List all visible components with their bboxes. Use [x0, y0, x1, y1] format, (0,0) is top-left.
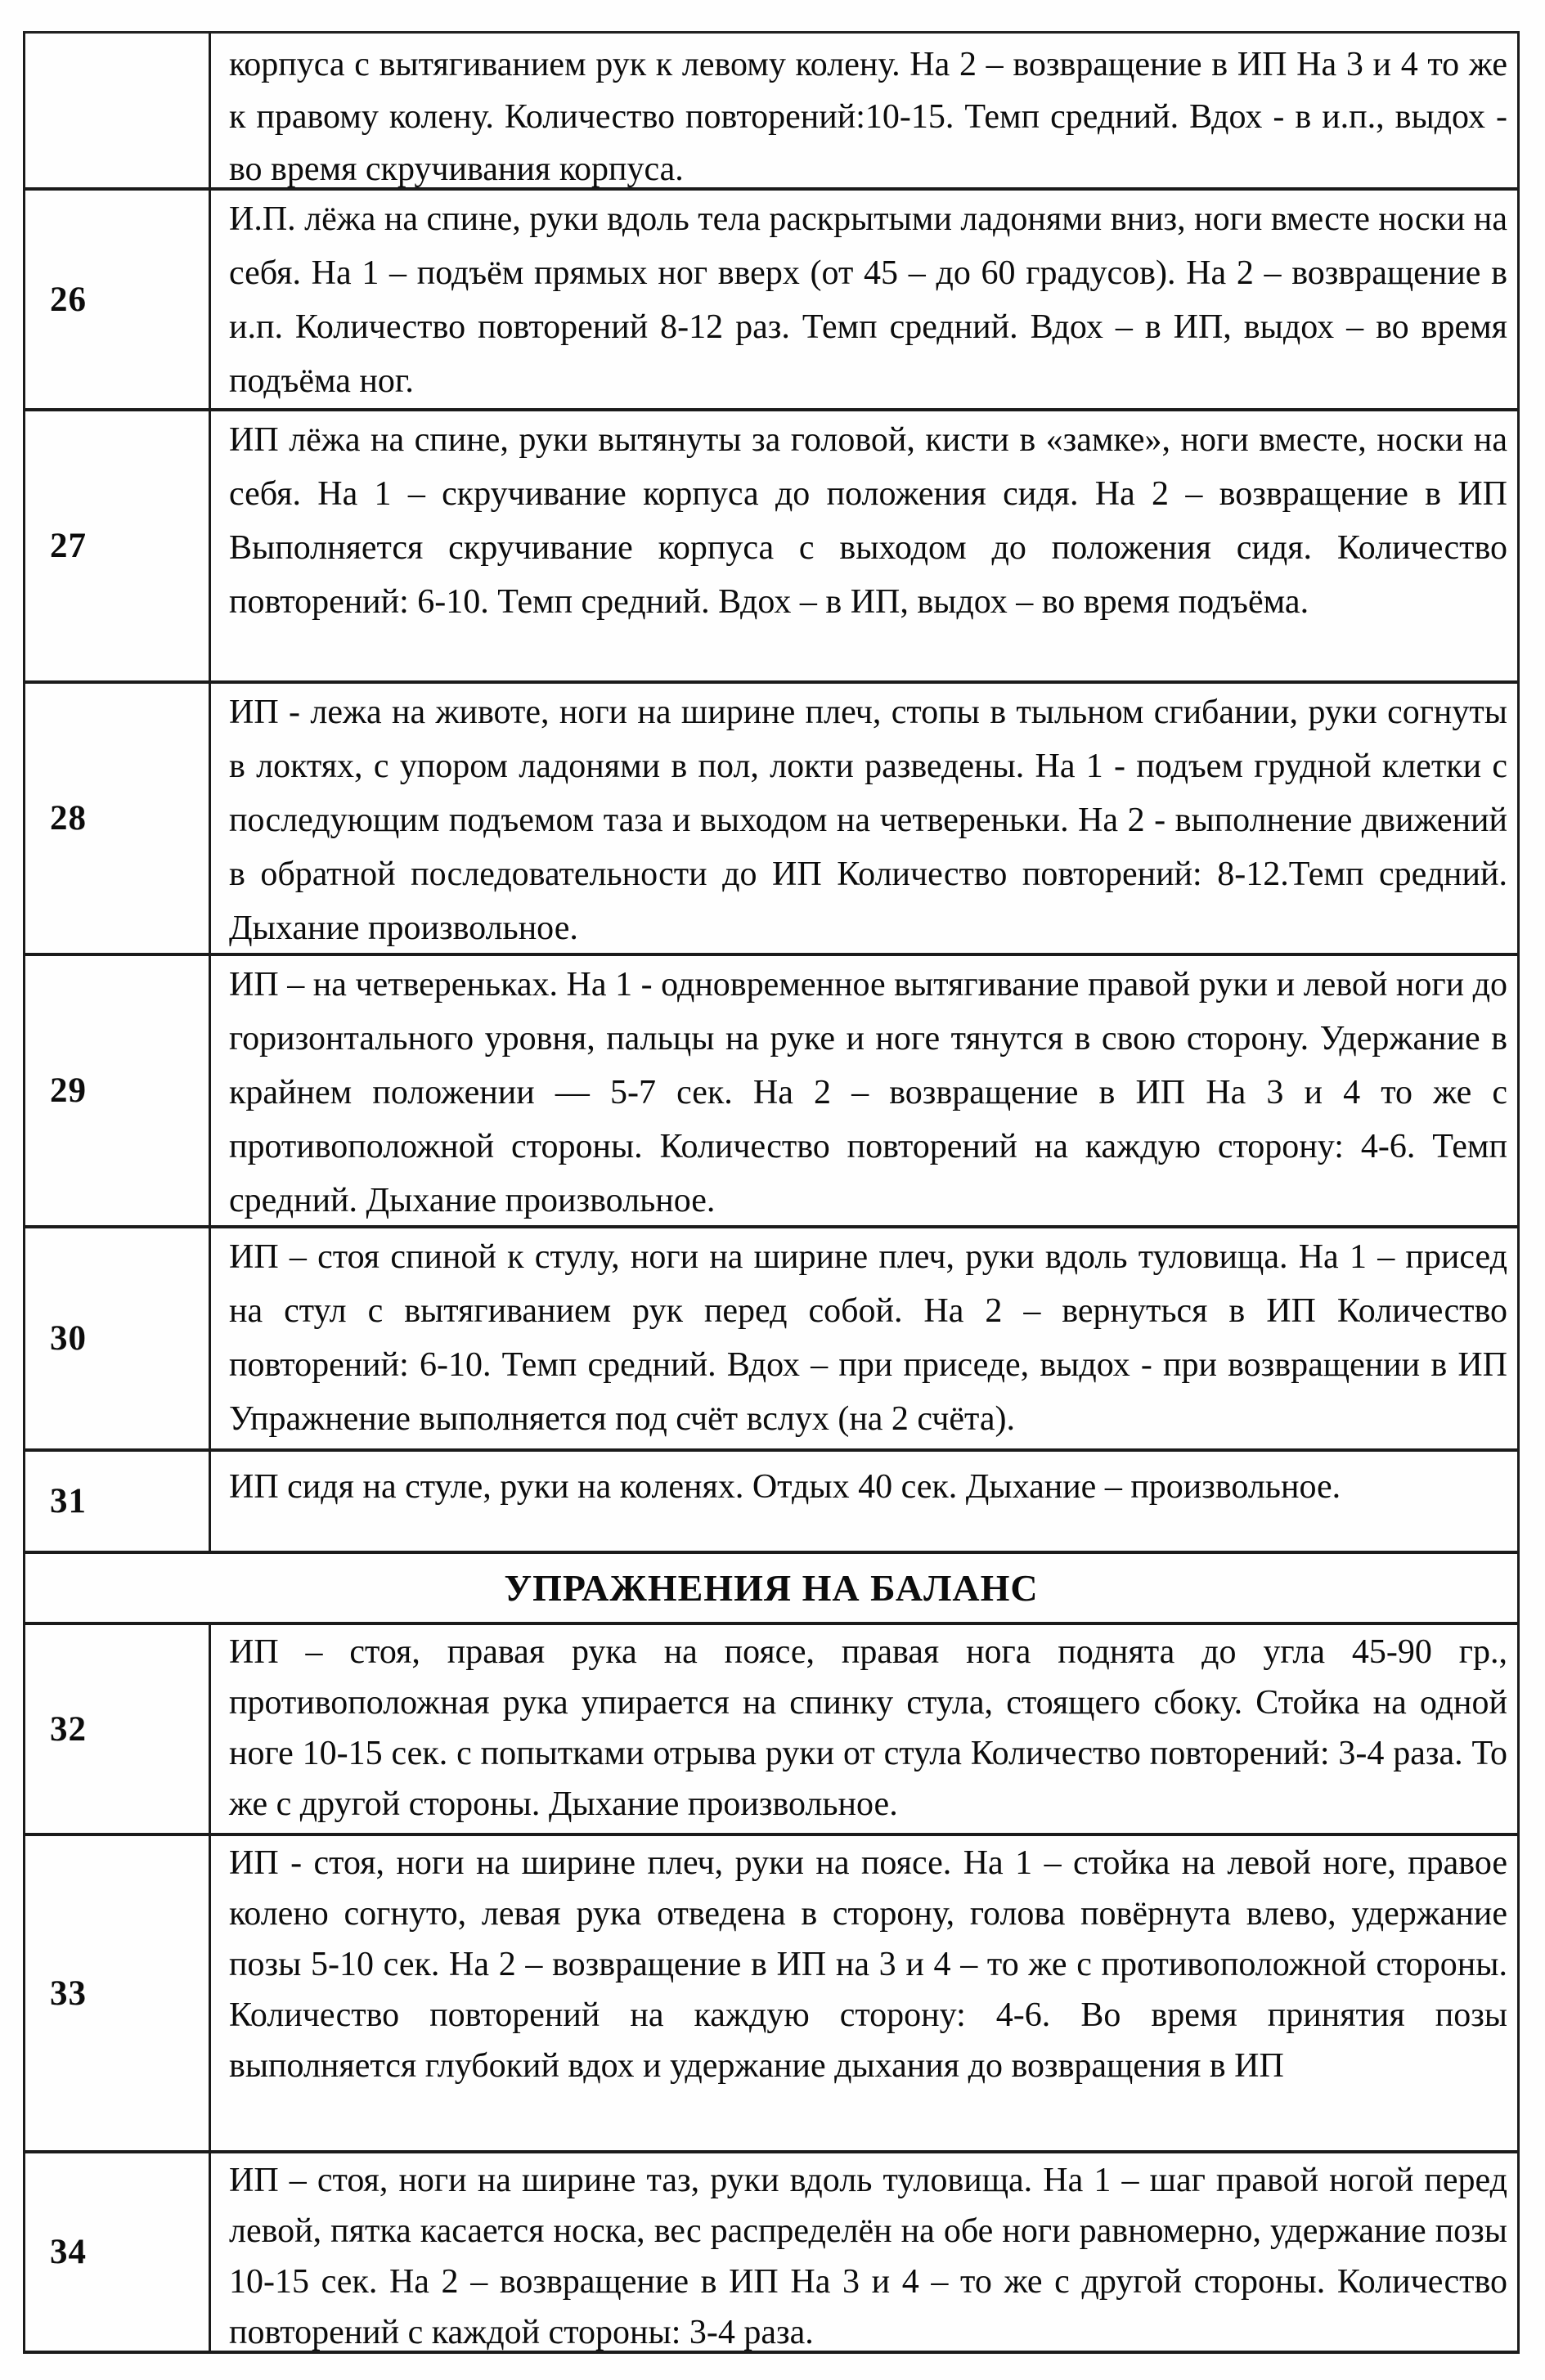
row-number: 34 — [25, 2153, 211, 2351]
exercise-description: ИП – стоя спиной к стулу, ноги на ширине плеч, руки вдоль туловища. На 1 – присед на стул с вытягиванием рук перед собой. На 2 – вернуться в ИП Количество повторений: 6-10. Темп средний. Вдох – при приседе, выдох - при возвращении в ИП Упражнение выполняется под счёт вслух (на 2 счёта). — [229, 1238, 1507, 1438]
table-row — [25, 2153, 1517, 2351]
row-number: 29 — [25, 956, 211, 1225]
row-number: 32 — [25, 1625, 211, 1833]
exercise-description: ИП - стоя, ноги на ширине плеч, руки на поясе. На 1 – стойка на левой ноге, правое колено согнуто, левая рука отведена в сторону, голова повёрнута влево, удержание позы 5-10 сек. На 2 – возвращение в ИП на 3 и 4 – то же с противоположной стороны. Количество повторений на каждую сторону: 4-6. Во время принятия позы выполняется глубокий вдох и удержание дыхания до возвращения в ИП — [229, 1844, 1507, 2085]
table-row — [25, 191, 1517, 411]
table-row — [25, 1452, 1517, 1554]
exercise-description: корпуса с вытягиванием рук к левому колену. На 2 – возвращение в ИП На 3 и 4 то же к правому колену. Количество повторений:10-15. Темп средний. Вдох - в и.п., выдох - во время скручивания корпуса. — [229, 46, 1507, 188]
exercise-description: ИП сидя на стуле, руки на коленях. Отдых 40 сек. Дыхание – произвольное. — [229, 1468, 1341, 1506]
table-row — [25, 34, 1517, 191]
exercise-description: ИП - лежа на животе, ноги на ширине плеч, стопы в тыльном сгибании, руки согнуты в локтях, с упором ладонями в пол, локти разведены. На 1 - подъем грудной клетки с последующим подъемом таза и выходом на четвереньки. На 2 - выполнение движений в обратной последовательности до ИП Количество повторений: 8-12.Темп средний. Дыхание произвольное. — [229, 694, 1507, 947]
row-number: 28 — [25, 684, 211, 953]
exercise-description: ИП – стоя, ноги на ширине таз, руки вдоль туловища. На 1 – шаг правой ногой перед левой, пятка касается носка, вес распределён на обе ноги равномерно, удержание позы 10-15 сек. На 2 – возвращение в ИП На 3 и 4 – то же с другой стороны. Количество повторений с каждой стороны: 3-4 раза. — [229, 2162, 1507, 2351]
table-row — [25, 684, 1517, 956]
row-number — [25, 34, 211, 187]
exercise-table — [23, 31, 1520, 2354]
row-number: 31 — [25, 1452, 211, 1551]
row-number: 26 — [25, 191, 211, 408]
table-row — [25, 1228, 1517, 1452]
table-row — [25, 1625, 1517, 1836]
section-header-title: УПРАЖНЕНИЯ НА БАЛАНС — [504, 1567, 1039, 1609]
table-row — [25, 956, 1517, 1228]
row-number: 30 — [25, 1228, 211, 1448]
exercise-description: ИП – стоя, правая рука на поясе, правая нога поднята до угла 45-90 гр., противоположная рука упирается на спинку стула, стоящего сбоку. Стойка на одной ноге 10-15 сек. с попытками отрыва руки от стула Количество повторений: 3-4 раза. То же с другой стороны. Дыхание произвольное. — [229, 1633, 1507, 1823]
row-number: 27 — [25, 411, 211, 680]
exercise-description: И.П. лёжа на спине, руки вдоль тела раскрытыми ладонями вниз, ноги вместе носки на себя. На 1 – подъём прямых ног вверх (от 45 – до 60 градусов). На 2 – возвращение в и.п. Количество повторений 8-12 раз. Темп средний. Вдох – в ИП, выдох – во время подъёма ног. — [229, 200, 1507, 400]
exercise-description: ИП – на четвереньках. На 1 - одновременное вытягивание правой руки и левой ноги до горизонтального уровня, пальцы на руке и ноге тянутся в свою сторону. Удержание в крайнем положении — 5-7 сек. На 2 – возвращение в ИП На 3 и 4 то же с противоположной стороны. Количество повторений на каждую сторону: 4-6. Темп средний. Дыхание произвольное. — [229, 966, 1507, 1219]
row-number: 33 — [25, 1836, 211, 2150]
table-row — [25, 1836, 1517, 2153]
table-row — [25, 411, 1517, 684]
exercise-description: ИП лёжа на спине, руки вытянуты за головой, кисти в «замке», ноги вместе, носки на себя. На 1 – скручивание корпуса до положения сидя. На 2 – возвращение в ИП Выполняется скручивание корпуса с выходом до положения сидя. Количество повторений: 6-10. Темп средний. Вдох – в ИП, выдох – во время подъёма. — [229, 421, 1507, 621]
section-header — [25, 1554, 1517, 1625]
